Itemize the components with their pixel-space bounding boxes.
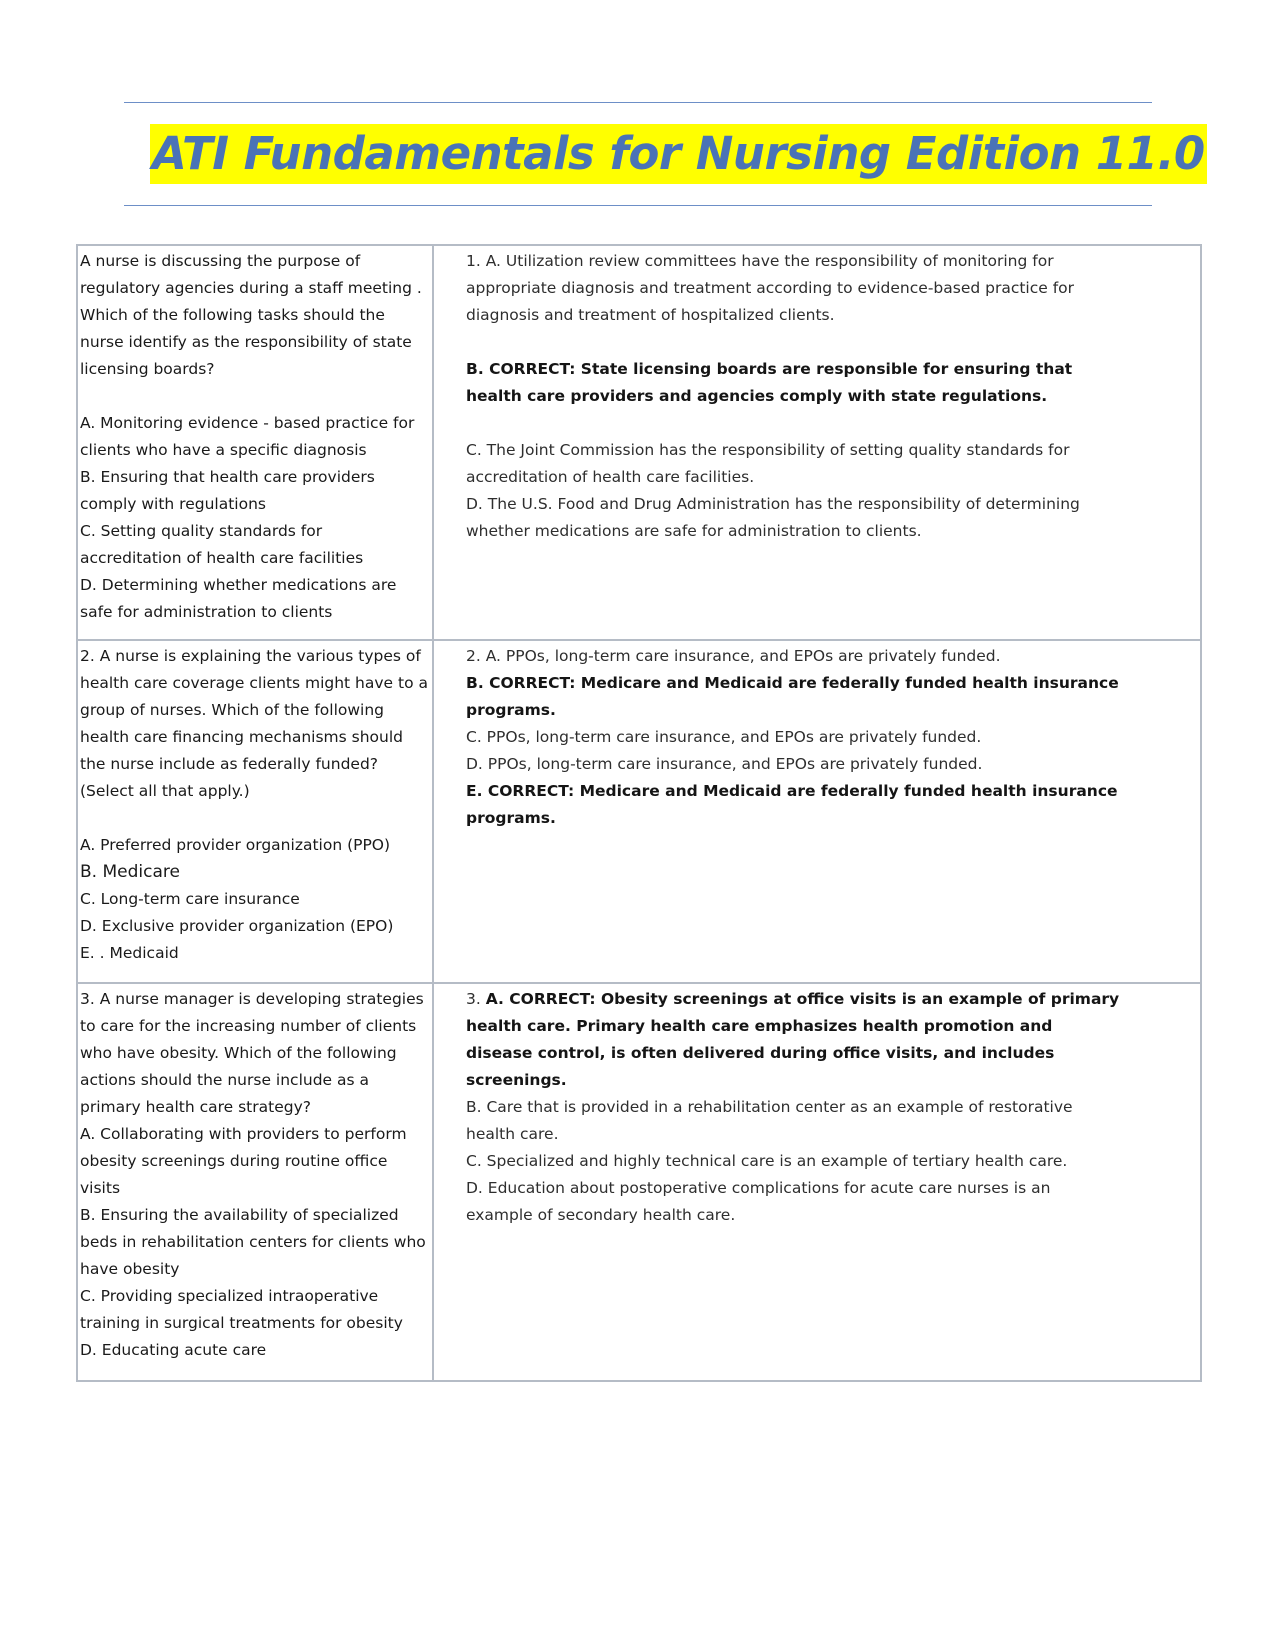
rationale-c: C. PPOs, long-term care insurance, and EPOs are privately funded. <box>466 728 982 746</box>
rationale-d: D. The U.S. Food and Drug Administration has the responsibility of determining whether medications are safe for administration to clients. <box>466 495 1080 540</box>
rationale-number: 3. <box>466 990 486 1008</box>
option-b: B. Ensuring that health care providers comply with regulations <box>80 468 375 513</box>
rationale-cell <box>433 983 1201 1381</box>
rationale-d: D. Education about postoperative complications for acute care nurses is an example of secondary health care. <box>466 1179 1051 1224</box>
option-c: C. Long-term care insurance <box>80 890 300 908</box>
question-cell <box>77 983 433 1381</box>
option-a: A. Collaborating with providers to perform obesity screenings during routine office visits <box>80 1125 407 1197</box>
option-d: D. Exclusive provider organization (EPO) <box>80 917 394 935</box>
question-stem: A nurse is discussing the purpose of regulatory agencies during a staff meeting . Which of the following tasks should the nurse identify as the responsibility of state licensing boards? <box>80 252 422 378</box>
rationale-c: C. Specialized and highly technical care is an example of tertiary health care. <box>466 1152 1068 1170</box>
rationale-d: D. PPOs, long-term care insurance, and EPOs are privately funded. <box>466 755 983 773</box>
option-e: E. . Medicaid <box>80 944 179 962</box>
question-stem: 3. A nurse manager is developing strategies to care for the increasing number of clients who have obesity. Which of the following actions should the nurse include as a primary health care strategy? <box>80 990 424 1116</box>
rationale-b: B. Care that is provided in a rehabilitation center as an example of restorative health care. <box>466 1098 1073 1143</box>
rationale-e-correct: E. CORRECT: Medicare and Medicaid are federally funded health insurance programs. <box>466 782 1118 827</box>
question-cell <box>77 640 433 983</box>
table-row <box>77 983 1201 1381</box>
rationale-c: C. The Joint Commission has the responsibility of setting quality standards for accreditation of health care facilities. <box>466 441 1070 486</box>
rationale-a-text: A. CORRECT: Obesity screenings at office visits is an example of primary health care. Primary health care emphasizes health promotion and disease control, is often delivered during office visits, and includes screenings. <box>466 990 1120 1089</box>
document-title: ATI Fundamentals for Nursing Edition 11.0 <box>150 124 1207 184</box>
option-b: B. Ensuring the availability of specialized beds in rehabilitation centers for clients who have obesity <box>80 1206 426 1278</box>
option-b: B. Medicare <box>80 862 180 882</box>
table-row <box>77 245 1201 640</box>
top-rule <box>124 102 1152 103</box>
option-d: D. Determining whether medications are safe for administration to clients <box>80 576 397 621</box>
title-block <box>150 124 1205 184</box>
option-a: A. Preferred provider organization (PPO) <box>80 836 391 854</box>
question-table <box>76 244 1202 1382</box>
bottom-rule <box>124 205 1152 206</box>
question-stem: 2. A nurse is explaining the various types of health care coverage clients might have to a group of nurses. Which of the following health care financing mechanisms should the nurse include as federally funded? (Select all that apply.) <box>80 647 428 800</box>
table-row <box>77 640 1201 983</box>
rationale-a: 1. A. Utilization review committees have the responsibility of monitoring for appropriate diagnosis and treatment according to evidence-based practice for diagnosis and treatment of hospitalized clients. <box>466 252 1075 324</box>
question-cell <box>77 245 433 640</box>
rationale-a: 2. A. PPOs, long-term care insurance, and EPOs are privately funded. <box>466 647 1001 665</box>
rationale-cell <box>433 640 1201 983</box>
option-c: C. Setting quality standards for accreditation of health care facilities <box>80 522 364 567</box>
option-a: A. Monitoring evidence - based practice for clients who have a specific diagnosis <box>80 414 415 459</box>
rationale-b-correct: B. CORRECT: Medicare and Medicaid are federally funded health insurance programs. <box>466 674 1119 719</box>
rationale-b-correct: B. CORRECT: State licensing boards are responsible for ensuring that health care providers and agencies comply with state regulations. <box>466 360 1073 405</box>
rationale-a-correct <box>466 986 1120 1094</box>
option-c: C. Providing specialized intraoperative training in surgical treatments for obesity <box>80 1287 403 1332</box>
option-d: D. Educating acute care <box>80 1341 267 1359</box>
rationale-cell <box>433 245 1201 640</box>
